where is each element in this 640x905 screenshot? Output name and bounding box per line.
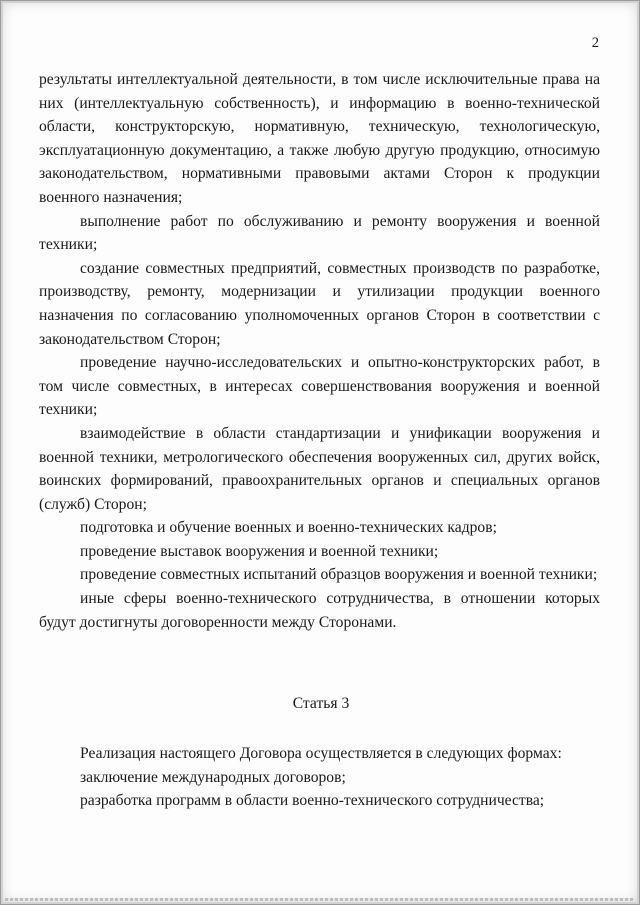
- paragraph-international-treaties: заключение международных договоров;: [80, 768, 346, 786]
- paragraph-joint-tests: проведение совместных испытаний образцов вооружения и военной техники;: [80, 566, 598, 584]
- paragraph-standardization: взаимодействие в области стандартизации и унификации вооружения и военной техники, метрологического обеспечения вооруженных сил, других войск, воинских формирований, правоохранительных органов и специальных органов (служб) Сторон;: [39, 424, 600, 513]
- paragraph-programs: разработка программ в области военно-технического сотрудничества;: [80, 792, 545, 810]
- paragraph-implementation-forms: Реализация настоящего Договора осуществляется в следующих формах:: [80, 745, 562, 762]
- article-body-continued: [39, 68, 600, 634]
- paragraph-training: подготовка и обучение военных и военно-технических кадров;: [80, 519, 497, 537]
- paragraph-research: проведение научно-исследовательских и опытно-конструкторских работ, в том числе совместных, в интересах совершенствования вооружения и военной техники;: [39, 354, 600, 419]
- paragraph-other-areas: иные сферы военно-технического сотрудничества, в отношении которых будут достигнуты договоренности между Сторонами.: [39, 590, 600, 631]
- article-3-body: [39, 742, 600, 813]
- paragraph-intellectual-results: результаты интеллектуальной деятельности, в том числе исключительные права на них (интеллектуальную собственность), и информацию в военно-технической области, конструкторскую, нормативную, техническую, технологическую, эксплуатационную документацию, а также любую другую продукцию, относимую законодательством, нормативными правовыми актами Сторон к продукции военного назначения;: [39, 71, 600, 206]
- page-number: 2: [591, 35, 599, 51]
- paragraph-joint-ventures: создание совместных предприятий, совместных производств по разработке, производству, ремонту, модернизации и утилизации продукции военного назначения по согласованию уполномоченных органов Сторон в соответствии с законодательством Сторон;: [39, 259, 600, 348]
- paragraph-maintenance: выполнение работ по обслуживанию и ремонту вооружения и военной техники;: [39, 212, 600, 254]
- article-heading: Статья 3: [292, 695, 350, 712]
- scan-edge: [5, 898, 635, 901]
- paragraph-exhibitions: проведение выставок вооружения и военной техники;: [80, 542, 439, 560]
